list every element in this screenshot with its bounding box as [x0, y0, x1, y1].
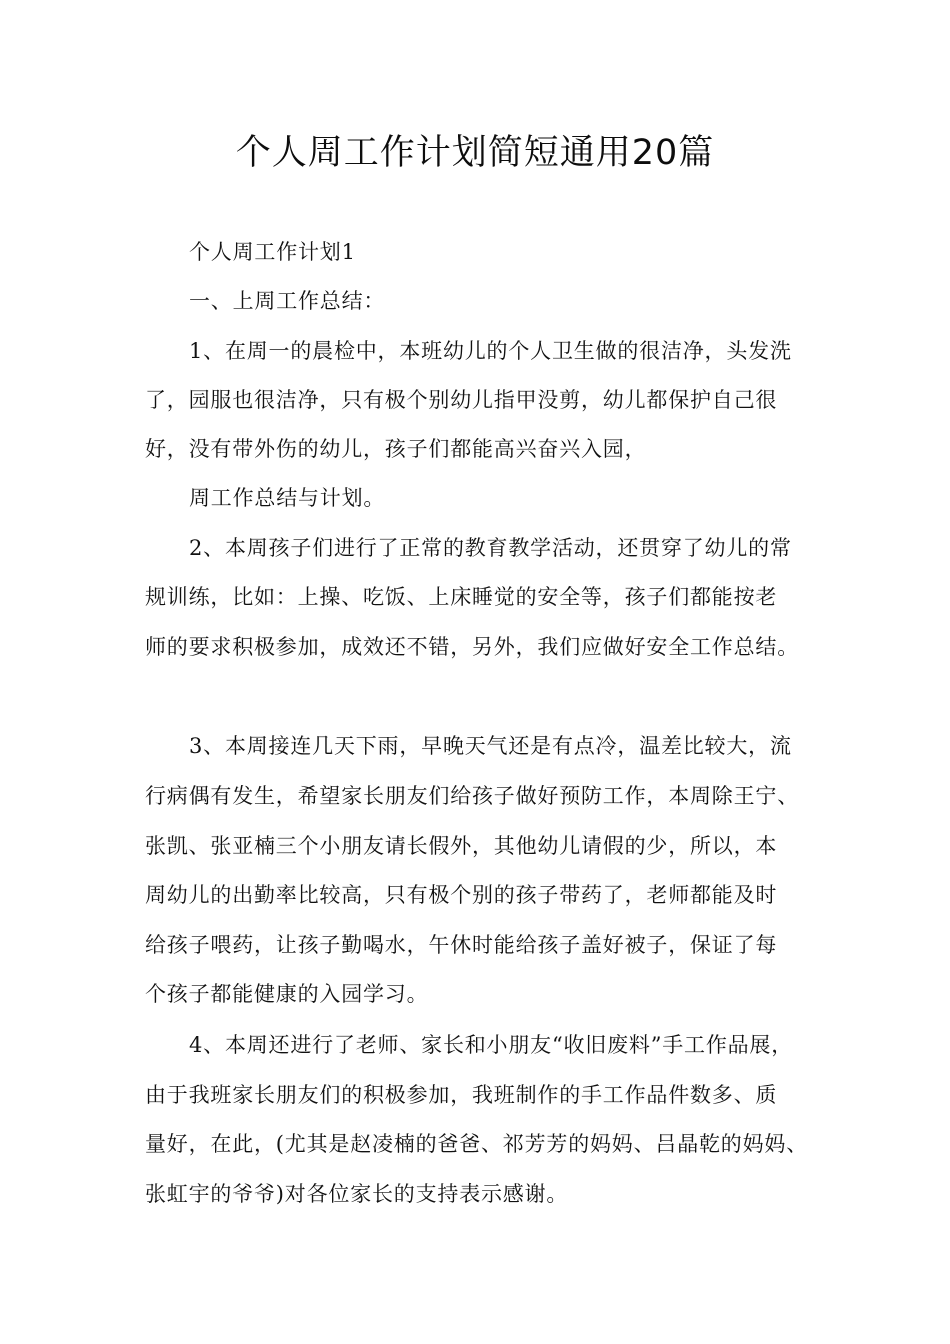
- paragraph-3-line-2: 行病偶有发生，希望家长朋友们给孩子做好预防工作，本周除王宁、: [145, 784, 799, 808]
- paragraph-1-line-1: 1、在周一的晨检中，本班幼儿的个人卫生做的很洁净，头发洗: [189, 339, 792, 363]
- paragraph-1-line-3: 好，没有带外伤的幼儿，孩子们都能高兴奋兴入园，: [145, 437, 647, 461]
- subheading-last-week-summary: 一、上周工作总结：: [189, 289, 386, 313]
- document-title: 个人周工作计划简短通用20篇: [235, 133, 715, 173]
- paragraph-2-line-2: 规训练，比如：上操、吃饭、上床睡觉的安全等，孩子们都能按老: [145, 585, 778, 609]
- paragraph-2-line-3: 师的要求积极参加，成效还不错，另外，我们应做好安全工作总结。: [145, 635, 799, 659]
- paragraph-2-line-1: 2、本周孩子们进行了正常的教育教学活动，还贯穿了幼儿的常: [189, 536, 792, 560]
- paragraph-3-line-3: 张凯、张亚楠三个小朋友请长假外，其他幼儿请假的少，所以，本: [145, 834, 778, 858]
- paragraph-1-line-2: 了，园服也很洁净，只有极个别幼儿指甲没剪，幼儿都保护自己很: [145, 388, 778, 412]
- paragraph-4-line-4: 张虹宇的爷爷)对各位家长的支持表示感谢。: [145, 1182, 569, 1206]
- paragraph-4-line-1: 4、本周还进行了老师、家长和小朋友“收旧废料”手工作品展，: [189, 1033, 794, 1057]
- paragraph-4-line-2: 由于我班家长朋友们的积极参加，我班制作的手工作品件数多、质: [145, 1083, 778, 1107]
- paragraph-4-line-3: 量好，在此，(尤其是赵凌楠的爸爸、祁芳芳的妈妈、吕晶乾的妈妈、: [145, 1132, 808, 1156]
- paragraph-1b: 周工作总结与计划。: [189, 486, 386, 510]
- paragraph-3-line-5: 给孩子喂药，让孩子勤喝水，午休时能给孩子盖好被子，保证了每: [145, 933, 778, 957]
- paragraph-3-line-1: 3、本周接连几天下雨，早晚天气还是有点冷，温差比较大，流: [189, 734, 792, 758]
- section-heading: 个人周工作计划1: [189, 240, 356, 264]
- paragraph-3-line-6: 个孩子都能健康的入园学习。: [145, 982, 429, 1006]
- paragraph-3-line-4: 周幼儿的出勤率比较高，只有极个别的孩子带药了，老师都能及时: [145, 883, 778, 907]
